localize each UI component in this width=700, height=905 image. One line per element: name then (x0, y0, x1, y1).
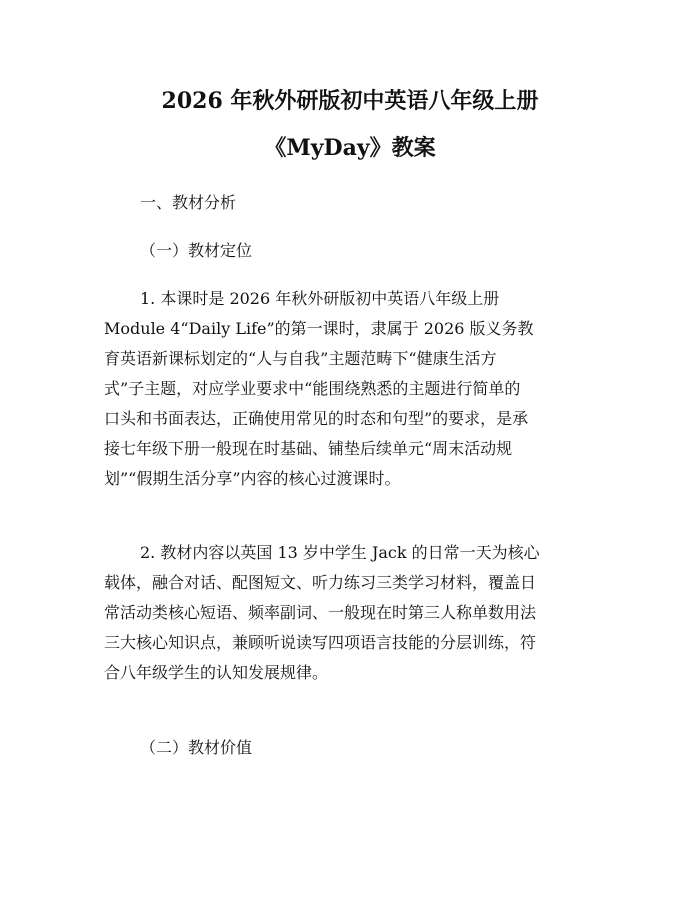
paragraph-textbook-content (104, 538, 600, 688)
paragraph-line: 三大核心知识点，兼顾听说读写四项语言技能的分层训练，符 (104, 633, 537, 652)
paragraph-line: 育英语新课标划定的“人与自我”主题范畴下“健康生活方 (104, 349, 497, 368)
document-title-line-2: 《MyDay》教案 (264, 135, 436, 161)
paragraph-line: 式”子主题，对应学业要求中“能围绕熟悉的主题进行简单的 (104, 379, 521, 398)
paragraph-line: 划”“假期生活分享”内容的核心过渡课时。 (104, 469, 401, 488)
paragraph-line: 口头和书面表达，正确使用常见的时态和句型”的要求，是承 (104, 409, 529, 428)
paragraph-line: 接七年级下册一般现在时基础、铺垫后续单元“周末活动规 (104, 439, 513, 458)
paragraph-textbook-positioning (104, 284, 600, 494)
subsection-heading-textbook-value: （二）教材价值 (140, 738, 253, 757)
document-title-line-1: 2026 年秋外研版初中英语八年级上册 (161, 88, 539, 114)
paragraph-line: 载体，融合对话、配图短文、听力练习三类学习材料，覆盖日 (104, 573, 537, 592)
subsection-heading-textbook-positioning: （一）教材定位 (140, 241, 253, 260)
paragraph-line: 1. 本课时是 2026 年秋外研版初中英语八年级上册 (140, 289, 500, 308)
paragraph-line: 合八年级学生的认知发展规律。 (104, 663, 329, 682)
paragraph-line: 2. 教材内容以英国 13 岁中学生 Jack 的日常一天为核心 (140, 543, 540, 562)
paragraph-line: 常活动类核心短语、频率副词、一般现在时第三人称单数用法 (104, 603, 537, 622)
paragraph-line: Module 4“Daily Life”的第一课时，隶属于 2026 版义务教 (104, 319, 534, 338)
section-heading-textbook-analysis: 一、教材分析 (140, 193, 237, 212)
